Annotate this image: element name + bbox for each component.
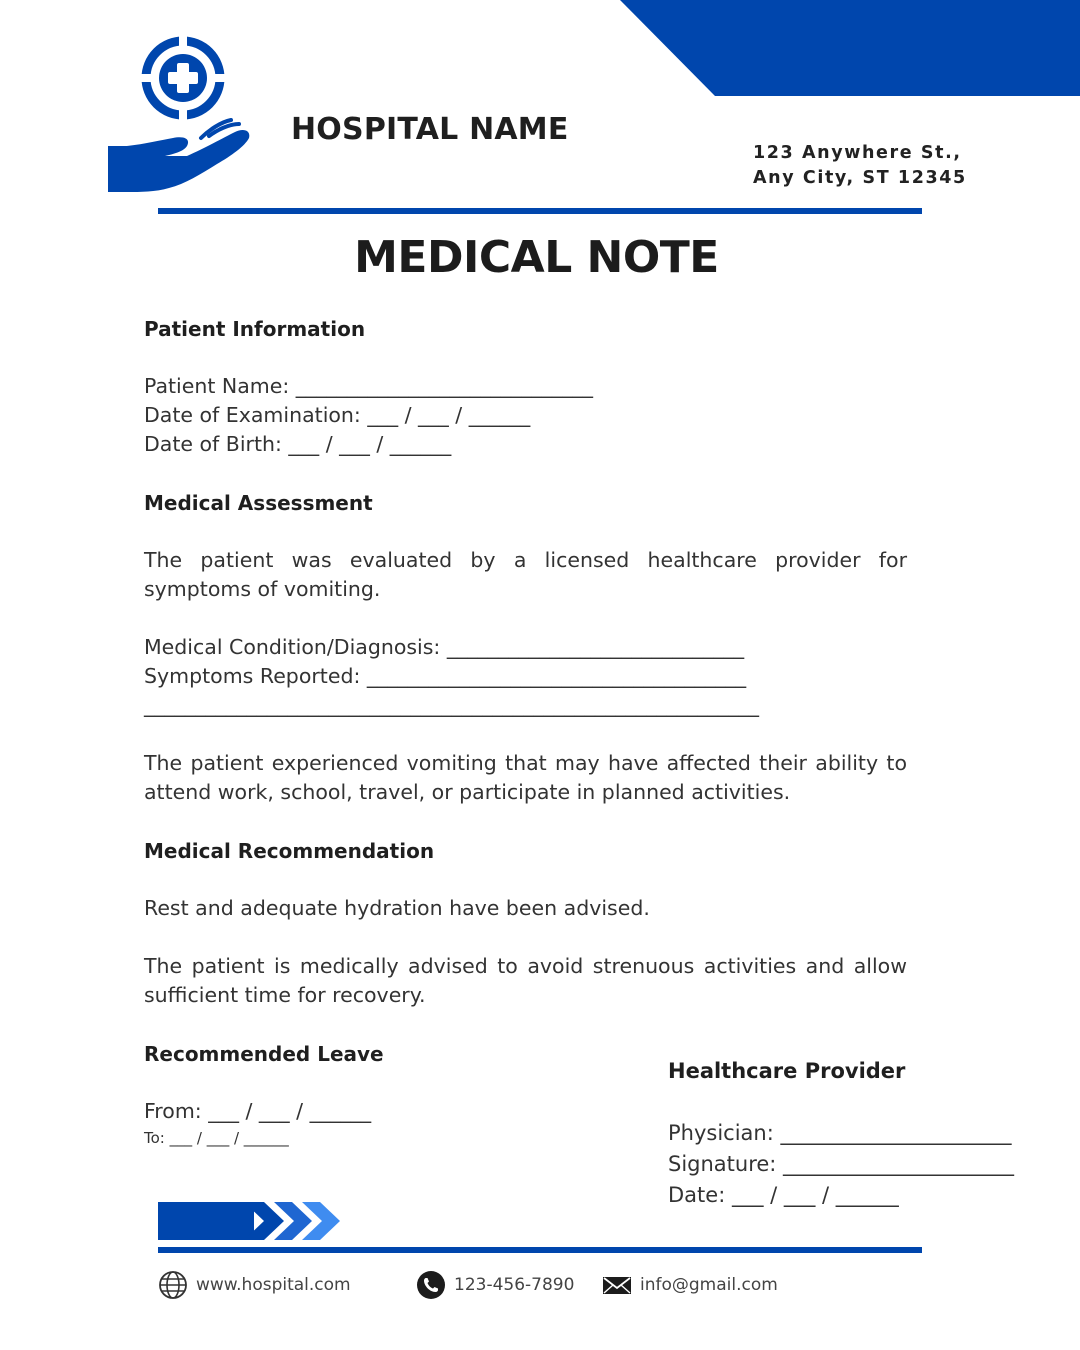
website-text: www.hospital.com — [196, 1275, 351, 1295]
phone-icon — [416, 1270, 446, 1300]
symptoms-blank-line: ____________________________________________________________ — [144, 693, 759, 717]
phone-text: 123-456-7890 — [454, 1275, 575, 1295]
footer-arrow-decoration — [158, 1200, 344, 1242]
provider-heading: Healthcare Provider — [668, 1059, 906, 1083]
hospital-name: HOSPITAL NAME — [291, 112, 569, 147]
exam-date-field: Date of Examination: ___ / ___ / ______ — [144, 403, 531, 427]
diagnosis-field: Medical Condition/Diagnosis: _____________________________ — [144, 635, 745, 659]
globe-icon — [158, 1270, 188, 1300]
header-corner-decoration — [620, 0, 1080, 96]
dob-field: Date of Birth: ___ / ___ / ______ — [144, 432, 452, 456]
header-divider — [158, 208, 922, 214]
address-line-2: Any City, ST 12345 — [753, 168, 967, 188]
leave-from-field: From: ___ / ___ / ______ — [144, 1099, 372, 1123]
footer-phone[interactable] — [416, 1270, 574, 1300]
document-title: MEDICAL NOTE — [354, 232, 719, 283]
recommendation-line-1: Rest and adequate hydration have been advised. — [144, 896, 650, 920]
footer-email[interactable] — [602, 1270, 778, 1300]
leave-to-field: To: ___ / ___ / ______ — [144, 1129, 289, 1147]
hospital-address — [753, 141, 967, 191]
physician-field: Physician: ______________________ — [668, 1121, 1012, 1145]
provider-date-field: Date: ___ / ___ / ______ — [668, 1183, 899, 1207]
recommendation-heading: Medical Recommendation — [144, 839, 435, 863]
footer-website[interactable] — [158, 1270, 351, 1300]
signature-field: Signature: ______________________ — [668, 1152, 1015, 1176]
envelope-icon — [602, 1270, 632, 1300]
recommendation-line-2: The patient is medically advised to avoid strenuous activities and allow sufficient time for recovery. — [144, 954, 907, 1007]
symptoms-field: Symptoms Reported: _____________________________________ — [144, 664, 747, 688]
assessment-paragraph: The patient was evaluated by a licensed healthcare provider for symptoms of vomiting. — [144, 548, 907, 601]
patient-name-field: Patient Name: _____________________________ — [144, 374, 594, 398]
footer-divider — [158, 1247, 922, 1253]
email-text: info@gmail.com — [640, 1275, 778, 1295]
patient-info-heading: Patient Information — [144, 317, 366, 341]
leave-heading: Recommended Leave — [144, 1042, 384, 1066]
assessment-heading: Medical Assessment — [144, 491, 373, 515]
impact-paragraph: The patient experienced vomiting that may have affected their ability to attend work, school, travel, or participate in planned activities. — [144, 751, 907, 804]
hospital-logo-icon — [105, 34, 260, 196]
address-line-1: 123 Anywhere St., — [753, 143, 962, 163]
